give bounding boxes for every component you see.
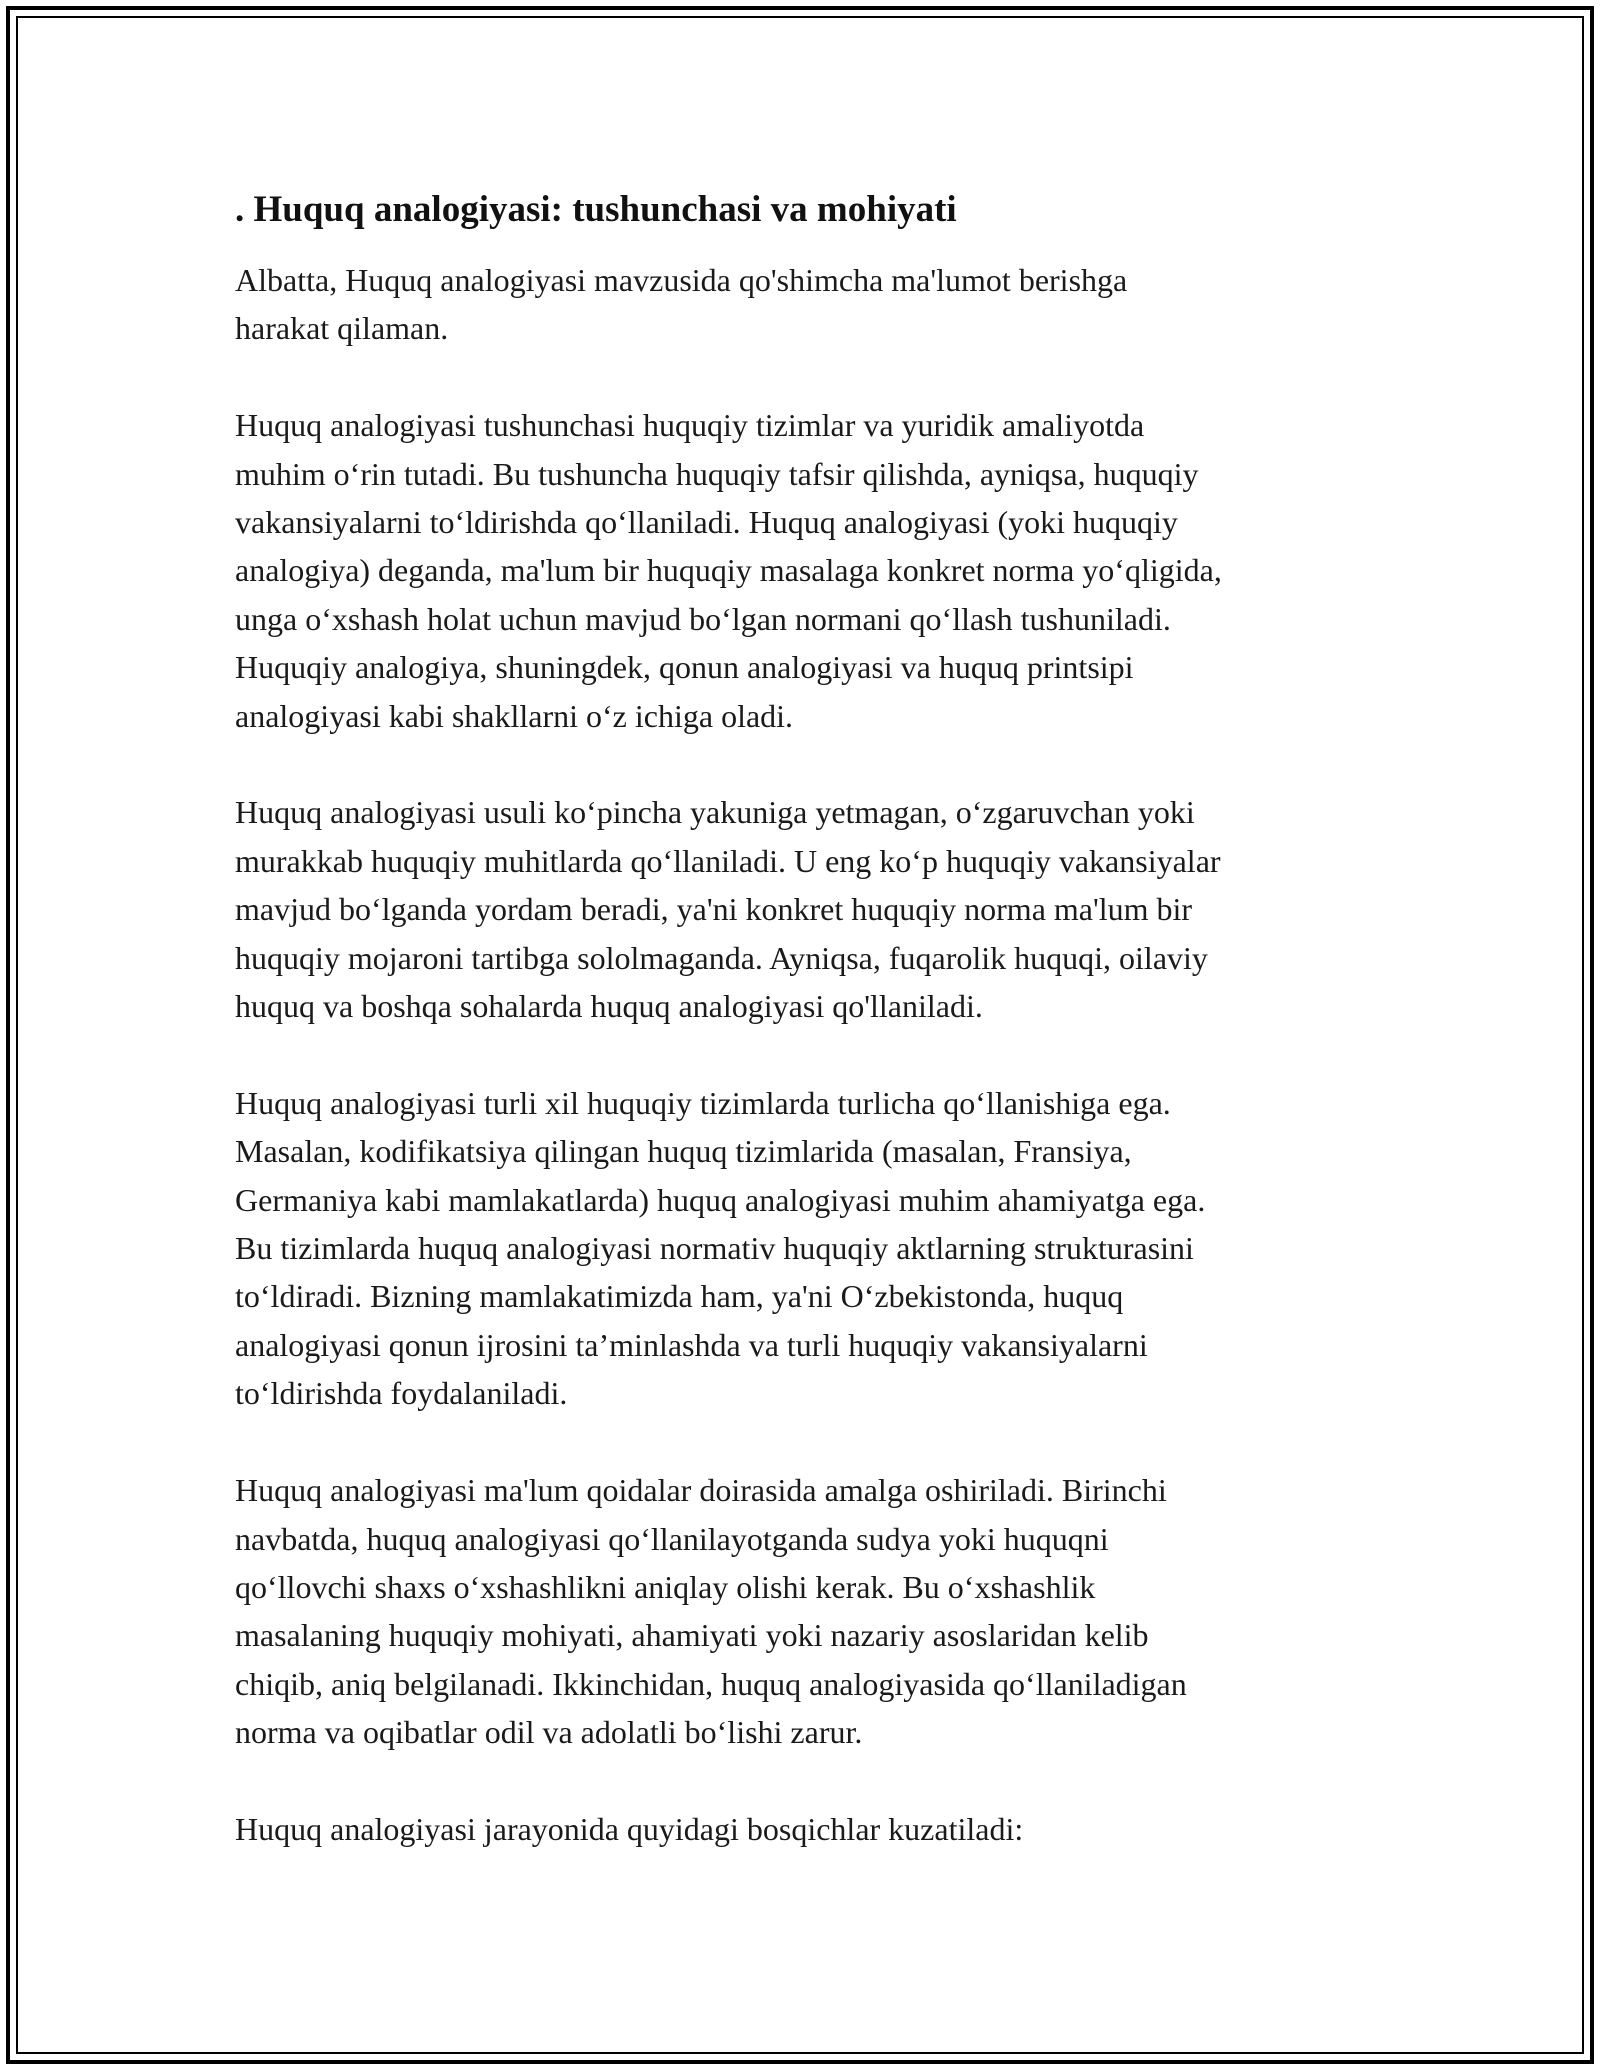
text-line: harakat qilaman.: [235, 310, 449, 347]
paragraph-4: [235, 1079, 1385, 1418]
text-line: Huquqiy analogiya, shuningdek, qonun analogiyasi va huquq printsipi: [235, 649, 1134, 686]
text-line: analogiya) deganda, ma'lum bir huquqiy masalaga konkret norma yo‘qligida,: [235, 552, 1222, 589]
text-line: masalaning huquqiy mohiyati, ahamiyati yoki nazariy asoslaridan kelib: [235, 1617, 1149, 1654]
text-line: navbatda, huquq analogiyasi qo‘llanilayotganda sudya yoki huquqni: [235, 1520, 1109, 1557]
paragraph-3: [235, 788, 1385, 1030]
text-line: mavjud bo‘lganda yordam beradi, ya'ni konkret huquqiy norma ma'lum bir: [235, 891, 1193, 928]
paragraph-2: [235, 401, 1385, 740]
text-line: huquq va boshqa sohalarda huquq analogiyasi qo'llaniladi.: [235, 988, 983, 1025]
text-line: norma va oqibatlar odil va adolatli bo‘lishi zarur.: [235, 1714, 863, 1751]
text-line: chiqib, aniq belgilanadi. Ikkinchidan, huquq analogiyasida qo‘llaniladigan: [235, 1665, 1187, 1702]
text-line: analogiyasi qonun ijrosini ta’minlashda va turli huquqiy vakansiyalarni: [235, 1326, 1148, 1363]
text-line: unga o‘xshash holat uchun mavjud bo‘lgan normani qo‘llash tushuniladi.: [235, 600, 1171, 637]
text-line: Huquq analogiyasi ma'lum qoidalar doirasida amalga oshiriladi. Birinchi: [235, 1472, 1167, 1509]
text-line: to‘ldirishda foydalaniladi.: [235, 1375, 568, 1412]
document-body: [235, 186, 1385, 1902]
text-line: to‘ldiradi. Bizning mamlakatimizda ham, ya'ni O‘zbekistonda, huquq: [235, 1278, 1124, 1315]
text-line: muhim o‘rin tutadi. Bu tushuncha huquqiy tafsir qilishda, ayniqsa, huquqiy: [235, 455, 1199, 492]
document-title: . Huquq analogiyasi: tushunchasi va mohiyati: [235, 189, 957, 230]
text-line: Bu tizimlarda huquq analogiyasi normativ huquqiy aktlarning strukturasini: [235, 1230, 1194, 1267]
text-line: Huquq analogiyasi turli xil huquqiy tizimlarda turlicha qo‘llanishiga ega.: [235, 1084, 1171, 1121]
text-line: qo‘llovchi shaxs o‘xshashlikni aniqlay olishi kerak. Bu o‘xshashlik: [235, 1568, 1096, 1605]
text-line: huquqiy mojaroni tartibga sololmaganda. Ayniqsa, fuqarolik huquqi, oilaviy: [235, 939, 1208, 976]
text-line: vakansiyalarni to‘ldirishda qo‘llaniladi. Huquq analogiyasi (yoki huquqiy: [235, 504, 1178, 541]
text-line: Huquq analogiyasi usuli ko‘pincha yakuniga yetmagan, o‘zgaruvchan yoki: [235, 794, 1195, 831]
text-line: murakkab huquqiy muhitlarda qo‘llaniladi. U eng ko‘p huquqiy vakansiyalar: [235, 842, 1221, 879]
paragraph-1: [235, 256, 1385, 353]
text-line: Huquq analogiyasi tushunchasi huquqiy tizimlar va yuridik amaliyotda: [235, 407, 1145, 444]
text-line: Masalan, kodifikatsiya qilingan huquq tizimlarida (masalan, Fransiya,: [235, 1133, 1132, 1170]
text-line: Albatta, Huquq analogiyasi mavzusida qo'shimcha ma'lumot berishga: [235, 262, 1128, 298]
paragraph-6: [235, 1805, 1385, 1853]
text-line: Germaniya kabi mamlakatlarda) huquq analogiyasi muhim ahamiyatga ega.: [235, 1181, 1206, 1218]
text-line: Huquq analogiyasi jarayonida quyidagi bosqichlar kuzatiladi:: [235, 1810, 1024, 1847]
text-line: analogiyasi kabi shakllarni o‘z ichiga oladi.: [235, 697, 794, 734]
paragraph-5: [235, 1466, 1385, 1756]
